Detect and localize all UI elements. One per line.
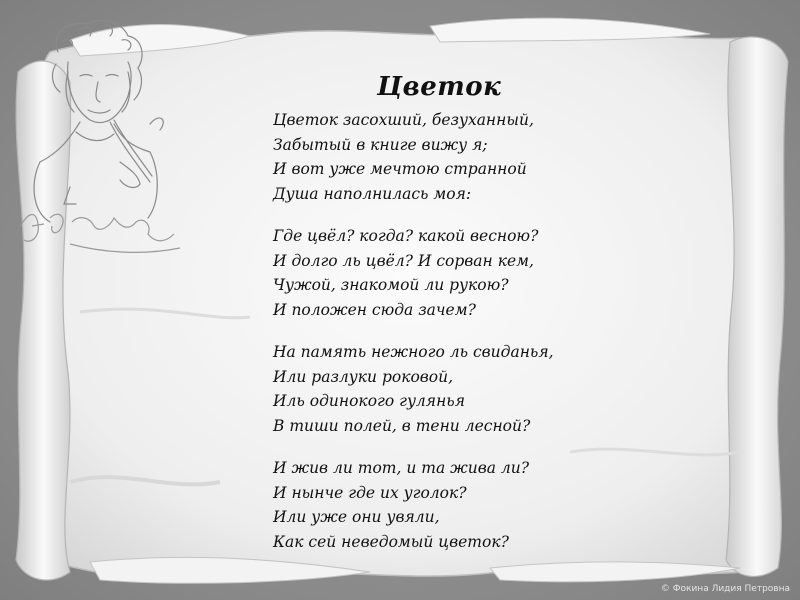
poem-line: На память нежного ль свиданья, [273,343,554,361]
poem-line: Или уже они увяли, [273,508,440,526]
poem-line: Цветок засохший, безуханный, [273,111,534,129]
poem-title: Цветок [377,72,502,102]
poem-line: И положен сюда зачем? [273,300,476,319]
pushkin-portrait-sketch [10,12,200,282]
poem-line: Как сей неведомый цветок? [273,532,509,551]
copyright-text: © Фокина Лидия Петровна [660,584,790,594]
poem-line: Душа наполнилась моя: [273,184,472,203]
poem-line: И жив ли тот, и та жива ли? [273,459,530,477]
poem-line: И вот уже мечтою странной [273,160,527,178]
poem-line: В тиши полей, в тени лесной? [273,416,531,435]
stanza-3 [273,340,603,438]
poem-line: Чужой, знакомой ли рукою? [273,276,509,294]
poem-line: И нынче где их уголок? [273,483,467,502]
poem-line: Где цвёл? когда? какой весною? [273,227,539,245]
poem-line: Забытый в книге вижу я; [273,135,488,154]
stanza-2 [273,224,603,322]
stanza-1 [273,108,603,206]
poem-line: И долго ль цвёл? И сорван кем, [273,251,534,270]
stanza-4 [273,456,603,554]
parchment-scroll [10,12,790,587]
poem-line: Иль одинокого гулянья [273,392,465,410]
poem-line: Или разлуки роковой, [273,367,454,386]
poem [273,72,603,572]
